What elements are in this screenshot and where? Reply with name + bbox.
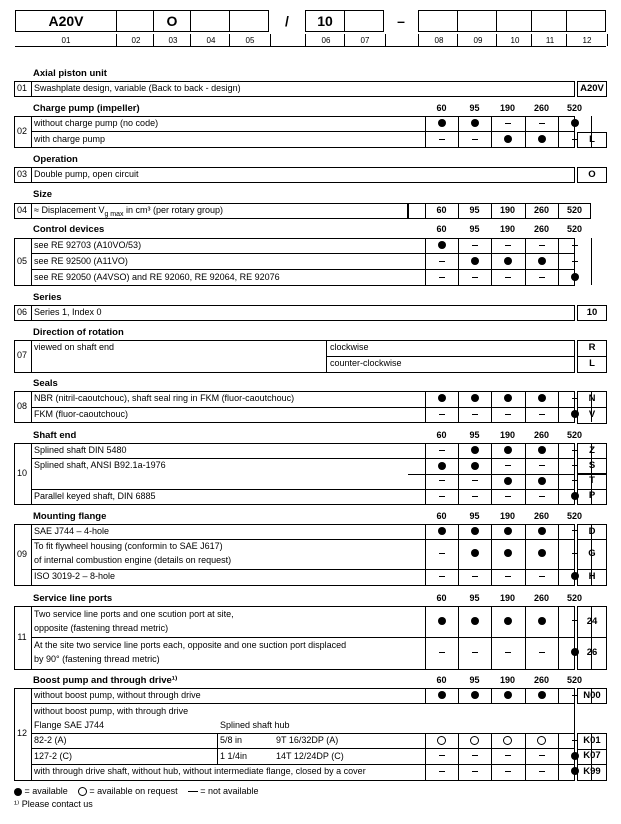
s10-row-2-text: Splined shaft, ANSI B92.1a-1976: [34, 460, 166, 471]
s05-size-header-95: 95: [469, 224, 480, 234]
rule-line: [31, 407, 575, 408]
s12-row1-190-available-dot-icon: [491, 690, 524, 701]
s12-size-header-190: 190: [499, 675, 516, 685]
s10-row-3-260-available-dot-icon: [525, 476, 558, 487]
s09-row-2-text: To fit flywheel housing (conformin to SAE J617): [34, 541, 223, 551]
s09-code-3: H: [588, 571, 596, 582]
pos-01: 01: [61, 35, 71, 45]
code-cell-12: [566, 10, 606, 32]
s12-row-3-190-not-available-dash-icon: [491, 751, 524, 762]
s10-row-2-260-not-available-dash-icon: [525, 460, 558, 471]
s12-last-60-not-available-dash-icon: [425, 766, 458, 777]
s04-text-sub: g max: [104, 210, 124, 218]
number-column-rule: [31, 688, 32, 780]
s02-row-1-520-available-dot-icon: [558, 118, 591, 129]
s02-row-2-95-not-available-dash-icon: [458, 134, 491, 145]
s05-row-2-text: see RE 92500 (A11VO): [34, 256, 128, 266]
s09-size-header-520: 520: [566, 511, 583, 521]
s12-row-3-95-not-available-dash-icon: [458, 751, 491, 762]
s10-code-2: S: [588, 459, 596, 471]
s04-text-a: ≈ Displacement V: [34, 205, 105, 215]
s10-row-2-60-available-dot-icon: [425, 460, 458, 471]
s10-code-4: P: [588, 490, 596, 502]
s05-row-2-60-not-available-dash-icon: [425, 256, 458, 267]
s02-number: 02: [16, 125, 27, 136]
s12-last-text: with through drive shaft, without hub, without intermediate flange, closed by a cover: [34, 766, 366, 776]
s12-row-2-size: 5/8 in: [220, 735, 243, 745]
spline-column-rule: [217, 733, 218, 764]
s09-row-1-60-available-dot-icon: [425, 526, 458, 537]
s06-text: Series 1, Index 0: [34, 307, 102, 317]
s09-code-2: G: [588, 548, 596, 559]
s05-row-1-520-not-available-dash-icon: [558, 240, 591, 251]
s12-row-2-95-on-request-ring-icon: [458, 735, 491, 746]
s11-row-2-text2: by 90° (fastening thread metric): [34, 654, 160, 664]
s05-number: 05: [16, 255, 27, 266]
s04-size-60: 60: [436, 205, 447, 215]
rule-line: [31, 131, 575, 132]
s05-size-header-260: 260: [533, 224, 550, 234]
s11-title: Service line ports: [33, 593, 113, 604]
code-cell-04: [190, 10, 230, 32]
s12-code-3: K07: [583, 750, 601, 762]
s09-title: Mounting flange: [33, 511, 107, 522]
number-column-rule: [31, 238, 32, 285]
s12-flange-label: Flange SAE J744: [34, 720, 105, 730]
column-rule: [558, 203, 559, 218]
s11-row-2-text: At the site two service line ports each, opposite and one suction port displaced: [34, 640, 347, 650]
column-rule: [458, 203, 459, 218]
on-request-ring-icon: [78, 787, 87, 796]
s05-row-2-260-available-dot-icon: [525, 256, 558, 267]
s09-row-2-60-not-available-dash-icon: [425, 548, 458, 559]
s11-code-1: 24: [586, 615, 598, 627]
s04-size-190: 190: [499, 205, 516, 215]
s10-size-header-260: 260: [533, 430, 550, 440]
s11-row-1-260-available-dot-icon: [525, 616, 558, 627]
s10-row-2-190-not-available-dash-icon: [491, 460, 524, 471]
s02-row-1-190-not-available-dash-icon: [491, 118, 524, 129]
code-separator-dash: –: [397, 13, 405, 29]
s11-row-1-95-available-dot-icon: [458, 616, 491, 627]
s11-size-header-190: 190: [499, 593, 516, 603]
s11-row-1-text2: opposite (fastening thread metric): [34, 623, 169, 633]
s09-row-3-260-not-available-dash-icon: [525, 571, 558, 582]
s10-row-3-190-available-dot-icon: [491, 476, 524, 487]
code-cell-05: [229, 10, 269, 32]
s03-code: O: [588, 168, 596, 180]
pos-06: 06: [305, 34, 346, 46]
s12-row-3-size: 1 1/4in: [220, 750, 248, 761]
column-rule: [425, 203, 426, 218]
number-column-rule: [31, 167, 32, 182]
s09-row-1-text: SAE J744 – 4-hole: [34, 526, 110, 536]
s05-row-2-95-available-dot-icon: [458, 256, 491, 267]
s07-code-1: R: [588, 342, 596, 353]
s02-size-header-520: 520: [566, 103, 583, 113]
s10-code-3: T: [589, 475, 595, 487]
s10-row-1-60-not-available-dash-icon: [425, 445, 458, 456]
s05-row-3-190-not-available-dash-icon: [491, 272, 524, 283]
s05-row-1-260-not-available-dash-icon: [525, 240, 558, 251]
s10-size-header-190: 190: [499, 430, 516, 440]
s10-row-1-260-available-dot-icon: [525, 445, 558, 456]
s03-number: 03: [16, 168, 27, 179]
s07-option-1: clockwise: [330, 342, 369, 352]
pos-02: 02: [116, 34, 155, 46]
number-column-rule: [31, 305, 32, 320]
s10-row-3-60-not-available-dash-icon: [425, 476, 458, 487]
s12-row1-text: without boost pump, without through drive: [34, 690, 201, 700]
s12-last-260-not-available-dash-icon: [525, 766, 558, 777]
s05-row-1-95-not-available-dash-icon: [458, 240, 491, 251]
rule-line: [31, 748, 575, 749]
s09-row-3-190-not-available-dash-icon: [491, 571, 524, 582]
s12-last-95-not-available-dash-icon: [458, 766, 491, 777]
s12-number: 12: [16, 728, 27, 738]
pos-08: 08: [418, 34, 459, 46]
s09-row-1-190-available-dot-icon: [491, 526, 524, 537]
s02-size-header-190: 190: [499, 103, 516, 113]
s07-title: Direction of rotation: [33, 327, 124, 338]
pos-10: 10: [496, 34, 533, 46]
s09-row-1-260-available-dot-icon: [525, 526, 558, 537]
s12-row-2-flange: 82-2 (A): [34, 735, 67, 745]
s09-size-header-190: 190: [499, 511, 516, 521]
s12-size-header-520: 520: [566, 675, 583, 685]
s10-row-3-95-not-available-dash-icon: [458, 476, 491, 487]
pos-09: 09: [457, 34, 498, 46]
s11-number: 11: [17, 631, 27, 642]
pos-04: 04: [190, 34, 231, 46]
pos-12: 12: [566, 34, 608, 46]
s10-row-1-95-available-dot-icon: [458, 445, 491, 456]
number-column-rule: [31, 391, 32, 422]
column-rule: [525, 203, 526, 218]
s01-code: A20V: [580, 82, 604, 94]
s08-row-2-95-not-available-dash-icon: [458, 409, 491, 420]
s06-number: 06: [16, 306, 27, 317]
s12-row-2-190-on-request-ring-icon: [491, 735, 524, 746]
s11-code-2: 26: [586, 647, 598, 658]
s02-size-header-260: 260: [533, 103, 550, 113]
s12-row-2-spline: 9T 16/32DP (A): [276, 735, 339, 745]
s05-row-3-text: see RE 92050 (A4VSO) and RE 92060, RE 92064, RE 92076: [34, 272, 280, 282]
s04-number: 04: [16, 204, 27, 215]
code-cell-03: O: [153, 10, 191, 32]
s02-size-header-60: 60: [436, 103, 447, 113]
s01-number: 01: [16, 82, 27, 93]
s02-code: L: [589, 133, 595, 145]
s10-row-4-text: Parallel keyed shaft, DIN 6885: [34, 490, 156, 501]
s08-row-2-260-not-available-dash-icon: [525, 409, 558, 420]
s10-number: 10: [16, 467, 27, 478]
s09-number: 09: [16, 548, 27, 559]
s04-text: [34, 205, 223, 218]
s11-row-1-60-available-dot-icon: [425, 616, 458, 627]
s05-title: Control devices: [33, 224, 105, 235]
s11-size-header-520: 520: [566, 593, 583, 603]
s07-number: 07: [16, 350, 27, 360]
s09-size-header-60: 60: [436, 511, 447, 521]
pos-05: 05: [229, 34, 271, 46]
s12-title: Boost pump and through drive¹⁾: [33, 675, 178, 686]
s05-row-3-520-available-dot-icon: [558, 272, 591, 283]
s08-row-1-260-available-dot-icon: [525, 393, 558, 404]
code-cell-01: A20V: [15, 10, 117, 32]
rule-line: [326, 356, 575, 357]
s08-row-2-text: FKM (fluor-caoutchouc): [34, 409, 129, 419]
pos-11: 11: [531, 34, 568, 46]
s12-size-header-95: 95: [469, 675, 480, 685]
s01-title: Axial piston unit: [33, 68, 107, 79]
s12-row1-60-available-dot-icon: [425, 690, 458, 701]
rule-line: [31, 764, 575, 765]
s07-code-2: L: [589, 358, 595, 369]
s08-row-1-text: NBR (nitril-caoutchouc), shaft seal ring in FKM (fluor-caoutchouc): [34, 393, 295, 403]
s02-title: Charge pump (impeller): [33, 103, 140, 114]
code-cell-09: [457, 10, 497, 32]
code-cell-08: [418, 10, 458, 32]
s08-row-1-60-available-dot-icon: [425, 393, 458, 404]
number-column-rule: [31, 203, 32, 218]
s12-last-190-not-available-dash-icon: [491, 766, 524, 777]
s05-row-2-190-available-dot-icon: [491, 256, 524, 267]
s12-row-3-flange: 127-2 (C): [34, 750, 73, 761]
s02-row-1-260-not-available-dash-icon: [525, 118, 558, 129]
s07-text: viewed on shaft end: [34, 342, 115, 352]
s09-row-3-95-not-available-dash-icon: [458, 571, 491, 582]
s08-code-1: N: [588, 393, 596, 404]
number-column-rule: [31, 524, 32, 585]
s12-row-3-spline: 14T 12/24DP (C): [276, 750, 344, 761]
rule-line: [31, 489, 575, 490]
s02-row-1-60-available-dot-icon: [425, 118, 458, 129]
s12-hub-label: Splined shaft hub: [220, 720, 290, 730]
s05-row-1-60-available-dot-icon: [425, 240, 458, 251]
s01-text: Swashplate design, variable (Back to back - design): [34, 83, 241, 93]
s09-code-1: D: [588, 525, 596, 537]
s03-title: Operation: [33, 154, 78, 165]
rule-line: [31, 539, 575, 540]
footnote: ¹⁾ Please contact us: [14, 799, 93, 809]
s08-code-2: V: [588, 409, 596, 420]
s10-size-header-60: 60: [436, 430, 447, 440]
s11-row-1-text: Two service line ports and one scution port at site,: [34, 609, 234, 619]
s08-title: Seals: [33, 378, 58, 389]
s09-size-header-260: 260: [533, 511, 550, 521]
s10-row-1-text: Splined shaft DIN 5480: [34, 445, 127, 455]
s11-row-2-190-not-available-dash-icon: [491, 647, 524, 658]
rule-line: [31, 733, 575, 734]
s08-row-1-95-available-dot-icon: [458, 393, 491, 404]
s02-size-header-95: 95: [469, 103, 480, 113]
s02-row-1-text: without charge pump (no code): [34, 118, 159, 128]
s04-size-260: 260: [533, 205, 550, 215]
s11-size-header-60: 60: [436, 593, 447, 603]
s04-size-520: 520: [566, 205, 583, 215]
s12-code-2: K01: [583, 734, 601, 746]
legend-available: = available: [24, 786, 68, 796]
code-cell-02: [116, 10, 154, 32]
s12-size-header-60: 60: [436, 675, 447, 685]
s02-row-2-60-not-available-dash-icon: [425, 134, 458, 145]
code-cell-06: 10: [305, 10, 345, 32]
pos-03: 03: [153, 34, 192, 46]
number-column-rule: [31, 340, 32, 372]
s06-title: Series: [33, 292, 62, 303]
s05-row-2-520-not-available-dash-icon: [558, 256, 591, 267]
s02-row-2-text: with charge pump: [34, 134, 106, 144]
s05-row-1-text: see RE 92703 (A10VO/53): [34, 240, 142, 250]
s09-row-2-text2: of internal combustion engine (details on request): [34, 555, 232, 565]
pos-07: 07: [344, 34, 386, 46]
s09-row-2-190-available-dot-icon: [491, 548, 524, 559]
s05-row-3-260-not-available-dash-icon: [525, 272, 558, 283]
s05-row-3-95-not-available-dash-icon: [458, 272, 491, 283]
s10-size-header-520: 520: [566, 430, 583, 440]
rule-line: [31, 569, 575, 570]
s11-row-1-190-available-dot-icon: [491, 616, 524, 627]
s10-code-1: Z: [589, 444, 595, 456]
s10-row-1-190-available-dot-icon: [491, 445, 524, 456]
s05-row-3-60-not-available-dash-icon: [425, 272, 458, 283]
s12-row-2-60-on-request-ring-icon: [425, 735, 458, 746]
number-column-rule: [31, 443, 32, 504]
code-separator-slash: /: [285, 13, 289, 29]
s04-size-95: 95: [469, 205, 480, 215]
s11-row-2-95-not-available-dash-icon: [458, 647, 491, 658]
s05-size-header-520: 520: [566, 224, 583, 234]
s08-row-1-190-available-dot-icon: [491, 393, 524, 404]
s03-text: Double pump, open circuit: [34, 169, 139, 179]
rule-line: [31, 637, 575, 638]
position-row-line: [15, 46, 606, 47]
s12-size-header-260: 260: [533, 675, 550, 685]
s05-size-header-190: 190: [499, 224, 516, 234]
s11-row-2-60-not-available-dash-icon: [425, 647, 458, 658]
s12-subtitle: without boost pump, with through drive: [34, 706, 189, 716]
s10-size-header-95: 95: [469, 430, 480, 440]
s09-row-3-text: ISO 3019-2 – 8-hole: [34, 571, 116, 581]
s12-row-3-60-not-available-dash-icon: [425, 751, 458, 762]
s10-row-4-190-not-available-dash-icon: [491, 491, 524, 502]
code-cell-11: [531, 10, 567, 32]
number-column-rule: [31, 116, 32, 147]
s10-row-4-60-not-available-dash-icon: [425, 491, 458, 502]
s07-option-2: counter-clockwise: [330, 358, 402, 368]
s12-row1-260-available-dot-icon: [525, 690, 558, 701]
s09-size-header-95: 95: [469, 511, 480, 521]
s12-row-2-260-on-request-ring-icon: [525, 735, 558, 746]
rule-line: [31, 703, 575, 704]
rule-line: [31, 269, 575, 270]
column-rule: [491, 203, 492, 218]
number-column-rule: [31, 606, 32, 669]
s02-row-2-260-available-dot-icon: [525, 134, 558, 145]
direction-column-rule: [326, 340, 327, 372]
rule-line: [31, 458, 575, 459]
s12-row1-95-available-dot-icon: [458, 690, 491, 701]
s09-row-2-260-available-dot-icon: [525, 548, 558, 559]
code-cell-07: [344, 10, 384, 32]
s05-row-1-190-not-available-dash-icon: [491, 240, 524, 251]
not-available-dash-icon: [188, 791, 198, 792]
s09-row-3-60-not-available-dash-icon: [425, 571, 458, 582]
s10-row-4-260-not-available-dash-icon: [525, 491, 558, 502]
s12-row-3-260-not-available-dash-icon: [525, 751, 558, 762]
s10-row-2-95-available-dot-icon: [458, 460, 491, 471]
s05-size-header-60: 60: [436, 224, 447, 234]
s11-row-2-260-not-available-dash-icon: [525, 647, 558, 658]
s04-text-b: in cm³ (per rotary group): [123, 205, 224, 215]
legend-not-available: = not available: [200, 786, 259, 796]
s08-number: 08: [16, 400, 27, 411]
s06-code: 10: [586, 306, 598, 318]
s11-size-header-260: 260: [533, 593, 550, 603]
number-column-rule: [31, 81, 32, 96]
s02-row-1-95-available-dot-icon: [458, 118, 491, 129]
s08-row-2-190-not-available-dash-icon: [491, 409, 524, 420]
rule-line: [31, 253, 575, 254]
s09-row-1-95-available-dot-icon: [458, 526, 491, 537]
s02-row-2-190-available-dot-icon: [491, 134, 524, 145]
s10-row-4-95-not-available-dash-icon: [458, 491, 491, 502]
s12-code-k99: K99: [583, 766, 601, 777]
available-dot-icon: [14, 788, 22, 796]
legend: [14, 786, 258, 796]
legend-on-request: = available on request: [89, 786, 178, 796]
s09-row-2-95-available-dot-icon: [458, 548, 491, 559]
s04-title: Size: [33, 189, 53, 200]
column-rule: [591, 238, 592, 285]
s10-title: Shaft end: [33, 430, 77, 441]
s11-size-header-95: 95: [469, 593, 480, 603]
s12-code-n00: N00: [583, 689, 601, 701]
code-cell-10: [496, 10, 532, 32]
s08-row-2-60-not-available-dash-icon: [425, 409, 458, 420]
